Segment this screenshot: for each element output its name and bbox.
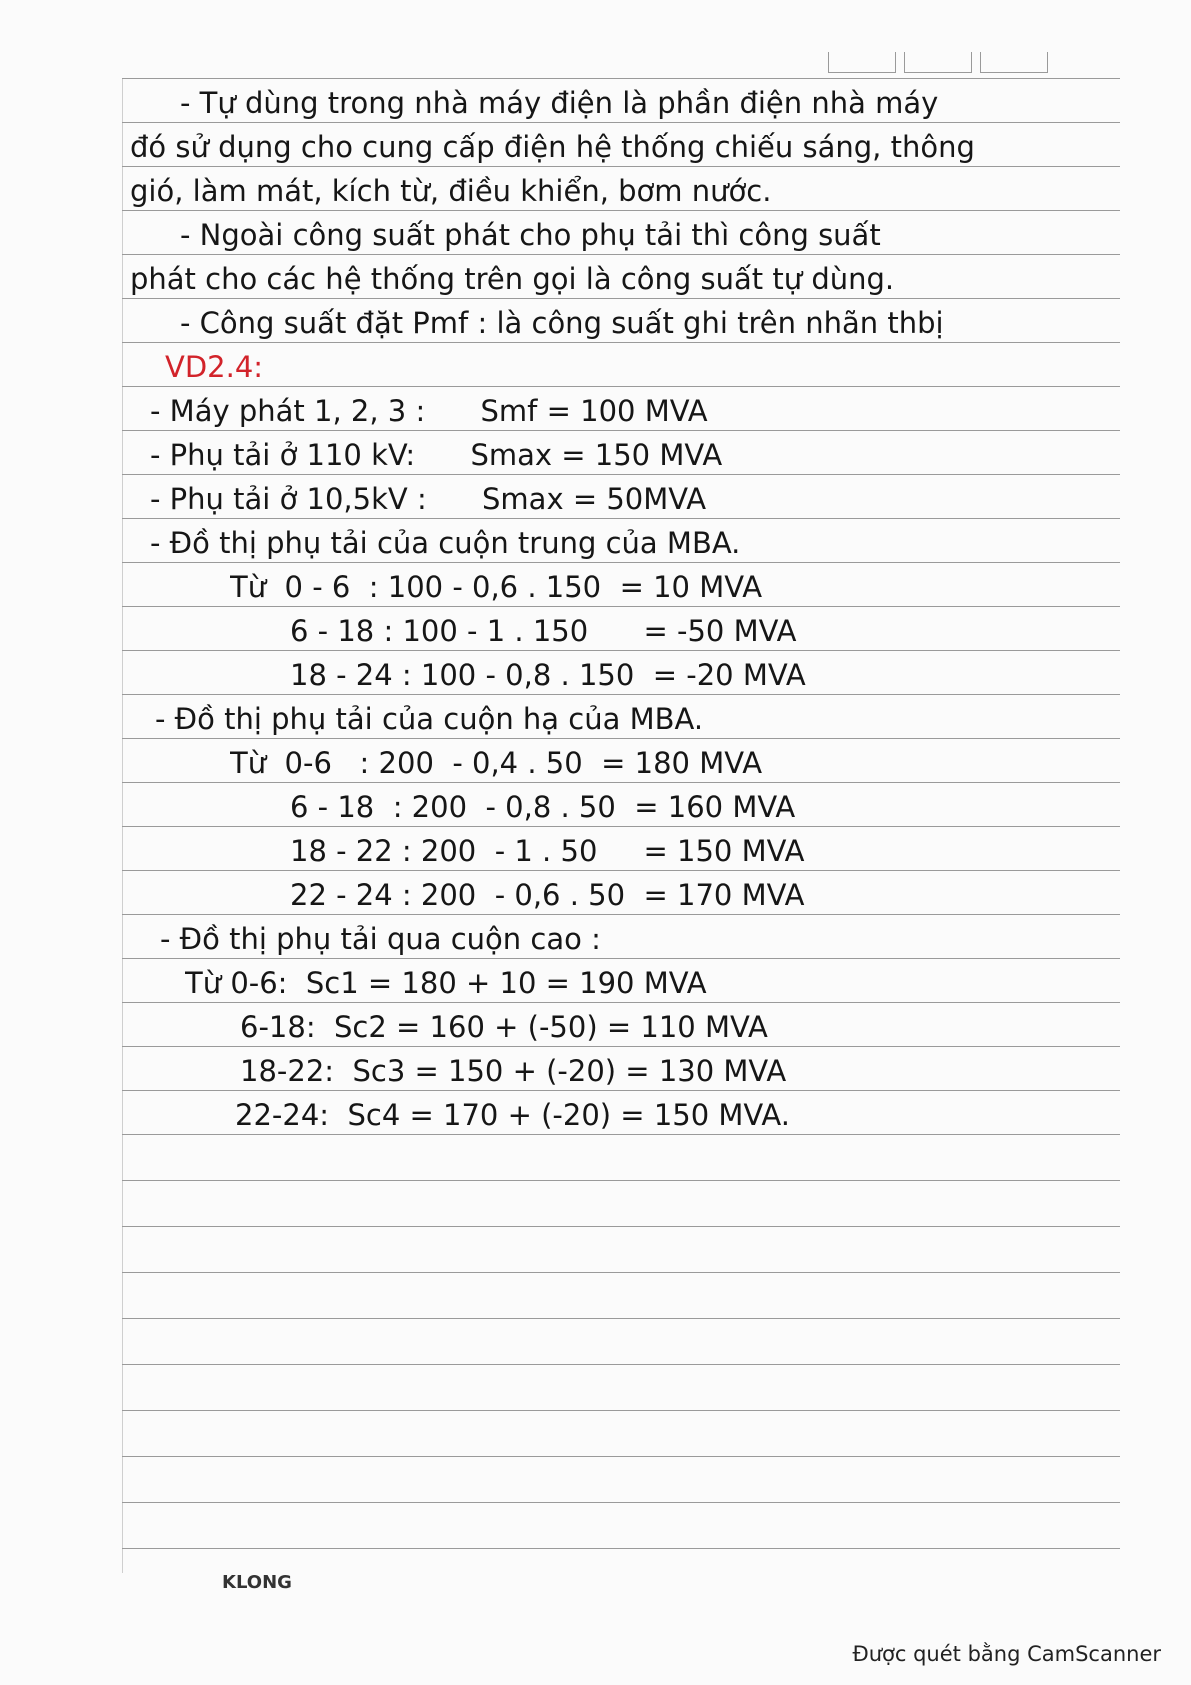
text-line: Từ 0 - 6 : 100 - 0,6 . 150 = 10 MVA bbox=[230, 570, 763, 604]
text-line: - Đồ thị phụ tải qua cuộn cao : bbox=[160, 922, 601, 956]
date-boxes bbox=[828, 52, 1048, 73]
ruled-line bbox=[122, 1456, 1120, 1457]
text-line: Từ 0-6: Sc1 = 180 + 10 = 190 MVA bbox=[185, 966, 707, 1000]
ruled-line bbox=[122, 78, 1120, 79]
text-line: Từ 0-6 : 200 - 0,4 . 50 = 180 MVA bbox=[230, 746, 763, 780]
text-line: 22 - 24 : 200 - 0,6 . 50 = 170 MVA bbox=[290, 878, 805, 912]
ruled-line bbox=[122, 1548, 1120, 1549]
text-line: 6 - 18 : 200 - 0,8 . 50 = 160 MVA bbox=[290, 790, 796, 824]
text-line: 6 - 18 : 100 - 1 . 150 = -50 MVA bbox=[290, 614, 797, 648]
text-line: 6-18: Sc2 = 160 + (-50) = 110 MVA bbox=[240, 1010, 768, 1044]
text-line: - Ngoài công suất phát cho phụ tải thì công suất bbox=[180, 218, 881, 252]
scanner-watermark: Được quét bằng CamScanner bbox=[852, 1642, 1161, 1666]
text-line: - Tự dùng trong nhà máy điện là phần điện nhà máy bbox=[180, 86, 939, 120]
text-line: - Phụ tải ở 10,5kV : Smax = 50MVA bbox=[150, 482, 707, 516]
text-line: 22-24: Sc4 = 170 + (-20) = 150 MVA. bbox=[235, 1098, 790, 1132]
text-line: đó sử dụng cho cung cấp điện hệ thống chiếu sáng, thông bbox=[130, 130, 975, 164]
text-line: 18 - 24 : 100 - 0,8 . 150 = -20 MVA bbox=[290, 658, 806, 692]
text-line: gió, làm mát, kích từ, điều khiển, bơm nước. bbox=[130, 174, 772, 208]
ruled-line bbox=[122, 1226, 1120, 1227]
ruled-line bbox=[122, 1364, 1120, 1365]
text-line: - Phụ tải ở 110 kV: Smax = 150 MVA bbox=[150, 438, 723, 472]
notebook-brand: KLONG bbox=[222, 1572, 292, 1593]
text-line: - Đồ thị phụ tải của cuộn trung của MBA. bbox=[150, 526, 741, 560]
example-heading: VD2.4: bbox=[165, 350, 264, 384]
ruled-line bbox=[122, 1180, 1120, 1181]
ruled-line bbox=[122, 1410, 1120, 1411]
text-line: 18 - 22 : 200 - 1 . 50 = 150 MVA bbox=[290, 834, 805, 868]
ruled-line bbox=[122, 1272, 1120, 1273]
text-line: - Công suất đặt Pmf : là công suất ghi trên nhãn thbị bbox=[180, 306, 944, 340]
text-line: - Máy phát 1, 2, 3 : Smf = 100 MVA bbox=[150, 394, 708, 428]
text-line: - Đồ thị phụ tải của cuộn hạ của MBA. bbox=[155, 702, 704, 736]
text-line: 18-22: Sc3 = 150 + (-20) = 130 MVA bbox=[240, 1054, 787, 1088]
text-line: phát cho các hệ thống trên gọi là công suất tự dùng. bbox=[130, 262, 895, 296]
ruled-line bbox=[122, 1502, 1120, 1503]
ruled-line bbox=[122, 1318, 1120, 1319]
